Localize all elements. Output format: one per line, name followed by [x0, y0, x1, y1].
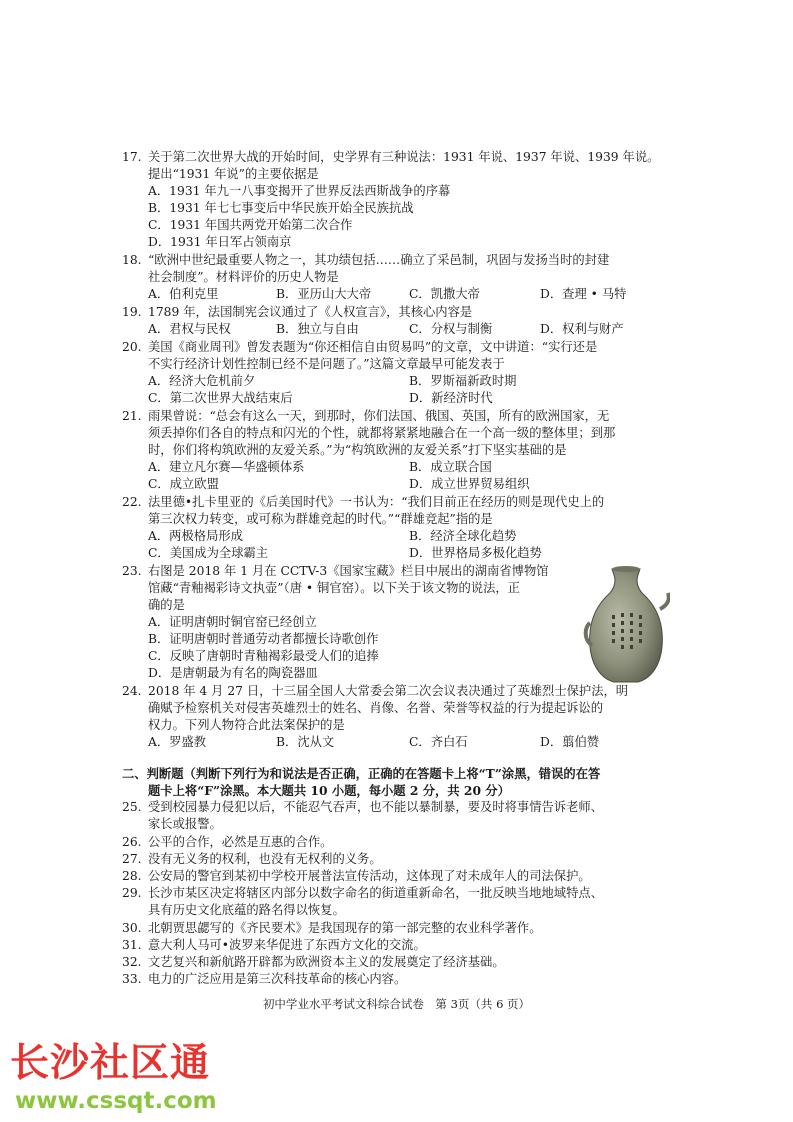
question-stem: 确的是 [148, 598, 185, 612]
option-d: D．查理 • 马特 [540, 287, 627, 301]
option-a: A．建立凡尔赛—华盛顿体系 [148, 460, 305, 474]
question-stem: 社会制度”。材料评价的历史人物是 [148, 270, 339, 284]
item-text: 意大利人马可•波罗来华促进了东西方文化的交流。 [148, 938, 426, 952]
option-a: A．证明唐朝时铜官窑已经创立 [148, 615, 317, 629]
option-b: B．沈从文 [276, 735, 335, 749]
question-stem: 关于第二次世界大战的开始时间，史学界有三种说法：1931 年说、1937 年说、1939 年说。 [148, 150, 660, 164]
option-d: D．成立世界贸易组织 [409, 477, 530, 491]
item-number: 28. [122, 869, 142, 883]
option-c: C．成立欧盟 [148, 477, 219, 491]
option-c: C．齐白石 [409, 735, 468, 749]
question-stem: 雨果曾说：“总会有这么一天，到那时，你们法国、俄国、英国，所有的欧洲国家，无 [148, 409, 610, 423]
option-a: A．经济大危机前夕 [148, 374, 256, 388]
question-stem: 不实行经济计划性控制已经不是问题了。”这篇文章最早可能发表于 [148, 357, 505, 371]
question-stem: 美国《商业周刊》曾发表题为“你还相信自由贸易吗”的文章，文中讲道：“实行还是 [148, 340, 598, 354]
question-number: 22. [122, 495, 142, 509]
question-stem: 时，你们将构筑欧洲的友爱关系。”为“构筑欧洲的友爱关系”打下坚实基础的是 [148, 443, 567, 457]
page-footer: 初中学业水平考试文科综合试卷 第 3页（共 6 页） [262, 997, 531, 1011]
option-b: B．1931 年七七事变后中华民族开始全民族抗战 [148, 201, 414, 215]
question-stem: 馆藏“青釉褐彩诗文执壶”（唐 • 铜官窑）。以下关于该文物的说法，正 [148, 581, 520, 595]
option-a: A．1931 年九一八事变揭开了世界反法西斯战争的序幕 [148, 184, 451, 198]
item-text: 长沙市某区决定将辖区内部分以数字命名的街道重新命名，一批反映当地地域特点、 [148, 886, 603, 900]
question-stem: 提出“1931 年说”的主要依据是 [148, 167, 319, 181]
item-number: 33. [122, 972, 142, 986]
question-stem: 2018 年 4 月 27 日，十三届全国人大常委会第二次会议表决通过了英雄烈士保护法，明 [148, 684, 629, 698]
item-number: 29. [122, 886, 142, 900]
watermark-logo-text: 长沙社区通 [10, 1041, 211, 1086]
option-d: D．是唐朝最为有名的陶瓷器皿 [148, 666, 318, 680]
option-b: B．罗斯福新政时期 [409, 374, 517, 388]
item-number: 30. [122, 921, 142, 935]
question-number: 21. [122, 409, 142, 423]
option-a: A．两极格局形成 [148, 529, 243, 543]
question-stem: 须丢掉你们各自的特点和闪光的个性，就都将紧紧地融合在一个高一级的整体里；到那 [148, 426, 616, 440]
item-text: 受到校园暴力侵犯以后，不能忍气吞声，也不能以暴制暴，要及时将事情告诉老师、 [148, 800, 603, 814]
option-d: D．翦伯赞 [540, 735, 600, 749]
option-c: C．反映了唐朝时青釉褐彩最受人们的追捧 [148, 649, 379, 663]
question-stem: “欧洲中世纪最重要人物之一，其功绩包括……确立了采邑制，巩固与发扬当时的封建 [148, 253, 610, 267]
item-number: 25. [122, 800, 142, 814]
option-d: D．权利与财产 [540, 322, 624, 336]
option-c: C．第二次世界大战结束后 [148, 391, 293, 405]
item-number: 32. [122, 955, 142, 969]
item-text: 电力的广泛应用是第三次科技革命的核心内容。 [148, 972, 407, 986]
option-d: D．新经济时代 [409, 391, 493, 405]
question-number: 17. [122, 150, 142, 164]
option-a: A．罗盛教 [148, 735, 207, 749]
option-a: A．君权与民权 [148, 322, 231, 336]
section-title: 二、判断题（判断下列行为和说法是否正确，正确的在答题卡上将“T”涂黑，错误的在答 [122, 766, 601, 781]
question-number: 19. [122, 305, 142, 319]
item-text: 具有历史文化底蕴的路名得以恢复。 [148, 903, 345, 917]
watermark-url: www.cssqt.com [15, 1088, 217, 1114]
item-number: 27. [122, 852, 142, 866]
option-d: D．1931 年日军占领南京 [148, 235, 292, 249]
option-b: B．独立与自由 [276, 322, 359, 336]
option-a: A．伯利克里 [148, 287, 219, 301]
option-d: D．世界格局多极化趋势 [409, 546, 542, 560]
question-stem: 法里德•扎卡里亚的《后美国时代》一书认为：“我们目前正在经历的则是现代史上的 [148, 495, 605, 509]
item-text: 公安局的警官到某初中学校开展普法宣传活动，这体现了对未成年人的司法保护。 [148, 869, 591, 883]
item-text: 没有无义务的权利，也没有无权利的义务。 [148, 852, 382, 866]
item-number: 31. [122, 938, 142, 952]
option-c: C．美国成为全球霸主 [148, 546, 269, 560]
question-stem: 第三次权力转变，或可称为群雄竞起的时代。”“群雄竞起”指的是 [148, 512, 493, 526]
section-title: 题卡上将“F”涂黑。本大题共 10 小题，每小题 2 分，共 20 分） [148, 783, 510, 798]
option-c: C．凯撒大帝 [409, 287, 480, 301]
option-b: B．亚历山大大帝 [276, 287, 372, 301]
question-number: 23. [122, 564, 142, 578]
question-number: 24. [122, 684, 142, 698]
item-text: 文艺复兴和新航路开辟都为欧洲资本主义的发展奠定了经济基础。 [148, 955, 505, 969]
option-b: B．证明唐朝时普通劳动者都擅长诗歌创作 [148, 632, 379, 646]
question-stem: 确赋予检察机关对侵害英雄烈士的姓名、肖像、名誉、荣誉等权益的行为提起诉讼的 [148, 701, 603, 715]
item-text: 北朝贾思勰写的《齐民要术》是我国现存的第一部完整的农业科学著作。 [148, 921, 542, 935]
question-stem: 1789 年，法国制宪会议通过了《人权宣言》，其核心内容是 [148, 305, 473, 319]
item-text: 家长或报警。 [148, 817, 222, 831]
question-stem: 权力。下列人物符合此法案保护的是 [148, 718, 345, 732]
option-c: C．1931 年国共两党开始第二次合作 [148, 218, 353, 232]
item-text: 公平的合作，必然是互惠的合作。 [148, 835, 333, 849]
option-c: C．分权与制衡 [409, 322, 493, 336]
question-stem: 右图是 2018 年 1 月在 CCTV-3《国家宝藏》栏目中展出的湖南省博物馆 [148, 564, 549, 578]
item-number: 26. [122, 835, 142, 849]
option-b: B．成立联合国 [409, 460, 492, 474]
option-b: B．经济全球化趋势 [409, 529, 517, 543]
question-number: 20. [122, 340, 142, 354]
celadon-ewer-image [582, 563, 670, 685]
question-number: 18. [122, 253, 142, 267]
